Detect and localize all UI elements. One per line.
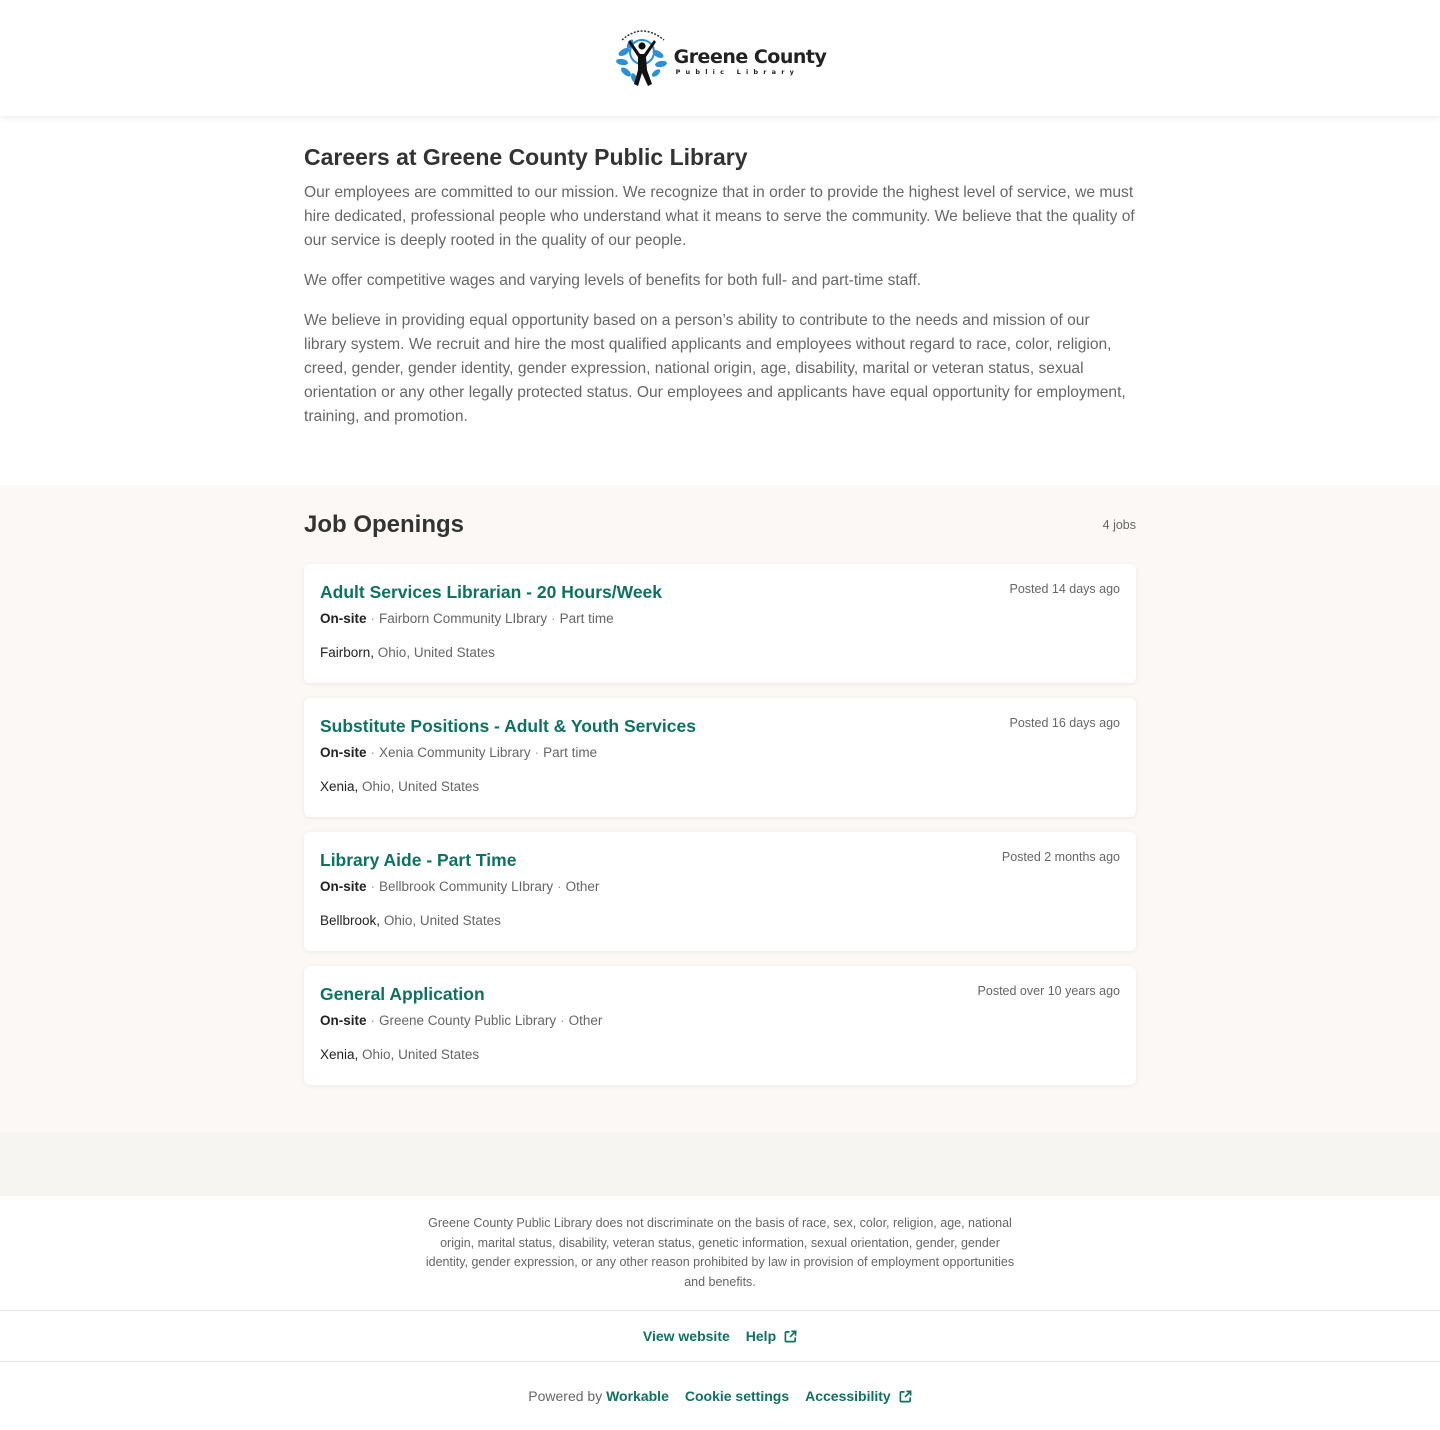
job-title-link[interactable]: Library Aide - Part Time <box>320 850 517 870</box>
job-title-link[interactable]: Adult Services Librarian - 20 Hours/Week <box>320 582 663 602</box>
job-openings-title: Job Openings <box>304 511 465 538</box>
job-card[interactable] <box>304 698 1136 817</box>
eeo-statement: Greene County Public Library does not discriminate on the basis of race, sex, color, religion, age, national origin, marital status, disability, veteran status, genetic information, sexual orientation, gender, gender identity, gender expression, or any other reason prohibited by law in provision of employment opportunities and benefits. <box>425 1216 1015 1289</box>
accessibility-link[interactable] <box>805 1388 912 1404</box>
external-link-icon <box>899 1390 912 1403</box>
intro-paragraph: We believe in providing equal opportunity based on a person’s ability to contribute to the needs and mission of our library system. We recruit and hire the most qualified applicants and employees without regard to race, color, religion, creed, gender, gender identity, gender expression, national origin, age, disability, marital or veteran status, sexual orientation or any other legally protected status. Our employees and applicants have equal opportunity for employment, training, and promotion. <box>304 312 1126 425</box>
job-title-link[interactable]: Substitute Positions - Adult & Youth Services <box>320 716 696 736</box>
job-region: Ohio, United States <box>383 913 501 928</box>
job-location <box>320 1047 1120 1062</box>
help-link[interactable] <box>746 1328 797 1344</box>
job-openings-header <box>304 511 1136 539</box>
job-type: Part time <box>559 611 614 626</box>
help-link-label: Help <box>745 1328 777 1345</box>
job-workplace: On-site <box>320 1013 367 1028</box>
powered-by-prefix: Powered by <box>528 1388 603 1405</box>
logo-subtitle: Public Library <box>675 68 800 77</box>
site-header <box>0 0 1440 116</box>
footer-links <box>0 1310 1440 1362</box>
job-type: Other <box>568 1013 603 1028</box>
job-city: Bellbrook, <box>320 913 381 928</box>
job-location <box>320 645 1120 660</box>
job-city: Xenia, <box>320 1047 359 1062</box>
job-meta: On-site · Xenia Community Library · Part time <box>320 745 598 760</box>
job-card[interactable] <box>304 564 1136 683</box>
job-card[interactable] <box>304 832 1136 951</box>
job-posted-date: Posted 2 months ago <box>1001 850 1120 864</box>
job-region: Ohio, United States <box>362 779 480 794</box>
job-workplace: On-site <box>320 611 367 626</box>
view-website-link[interactable]: View website <box>642 1328 730 1345</box>
job-meta: On-site · Fairborn Community LIbrary · Part time <box>320 611 614 626</box>
job-title-link[interactable]: General Application <box>320 984 485 1004</box>
intro-paragraph: We offer competitive wages and varying levels of benefits for both full- and part-time staff. <box>304 272 922 289</box>
job-department: Fairborn Community LIbrary <box>379 611 548 626</box>
job-city: Xenia, <box>320 779 359 794</box>
job-type: Part time <box>543 745 598 760</box>
external-link-icon <box>784 1330 797 1343</box>
job-workplace: On-site <box>320 879 367 894</box>
section-divider-band <box>0 1132 1440 1196</box>
job-posted-date: Posted over 10 years ago <box>977 984 1120 998</box>
library-logo-icon <box>614 26 672 90</box>
powered-by <box>528 1388 669 1404</box>
job-department: Bellbrook Community LIbrary <box>379 879 554 894</box>
job-department: Xenia Community Library <box>379 745 531 760</box>
intro-section <box>304 116 1136 485</box>
job-location <box>320 779 1120 794</box>
job-type: Other <box>565 879 600 894</box>
job-department: Greene County Public Library <box>379 1013 557 1028</box>
job-region: Ohio, United States <box>377 645 495 660</box>
job-region: Ohio, United States <box>362 1047 480 1062</box>
library-logo[interactable] <box>614 26 827 90</box>
page-title: Careers at Greene County Public Library <box>304 144 748 170</box>
job-city: Fairborn, <box>320 645 375 660</box>
job-posted-date: Posted 14 days ago <box>1009 582 1120 596</box>
intro-paragraph: Our employees are committed to our mission. We recognize that in order to provide the highest level of service, we must hire dedicated, professional people who understand what it means to serve the community. We believe that the quality of our service is deeply rooted in the quality of our people. <box>304 184 1135 249</box>
cookie-settings-link[interactable]: Cookie settings <box>684 1388 790 1405</box>
job-meta: On-site · Greene County Public Library · Other <box>320 1013 603 1028</box>
site-footer <box>0 1196 1440 1430</box>
logo-name: Greene County <box>673 46 827 69</box>
accessibility-link-label: Accessibility <box>805 1388 891 1405</box>
job-workplace: On-site <box>320 745 367 760</box>
job-meta: On-site · Bellbrook Community LIbrary · Other <box>320 879 600 894</box>
footer-bottom-bar <box>0 1362 1440 1430</box>
job-openings-section <box>0 485 1440 1132</box>
job-card[interactable] <box>304 966 1136 1085</box>
workable-link[interactable]: Workable <box>606 1388 669 1405</box>
job-count: 4 jobs <box>1102 518 1136 532</box>
job-location <box>320 913 1120 928</box>
job-posted-date: Posted 16 days ago <box>1009 716 1120 730</box>
